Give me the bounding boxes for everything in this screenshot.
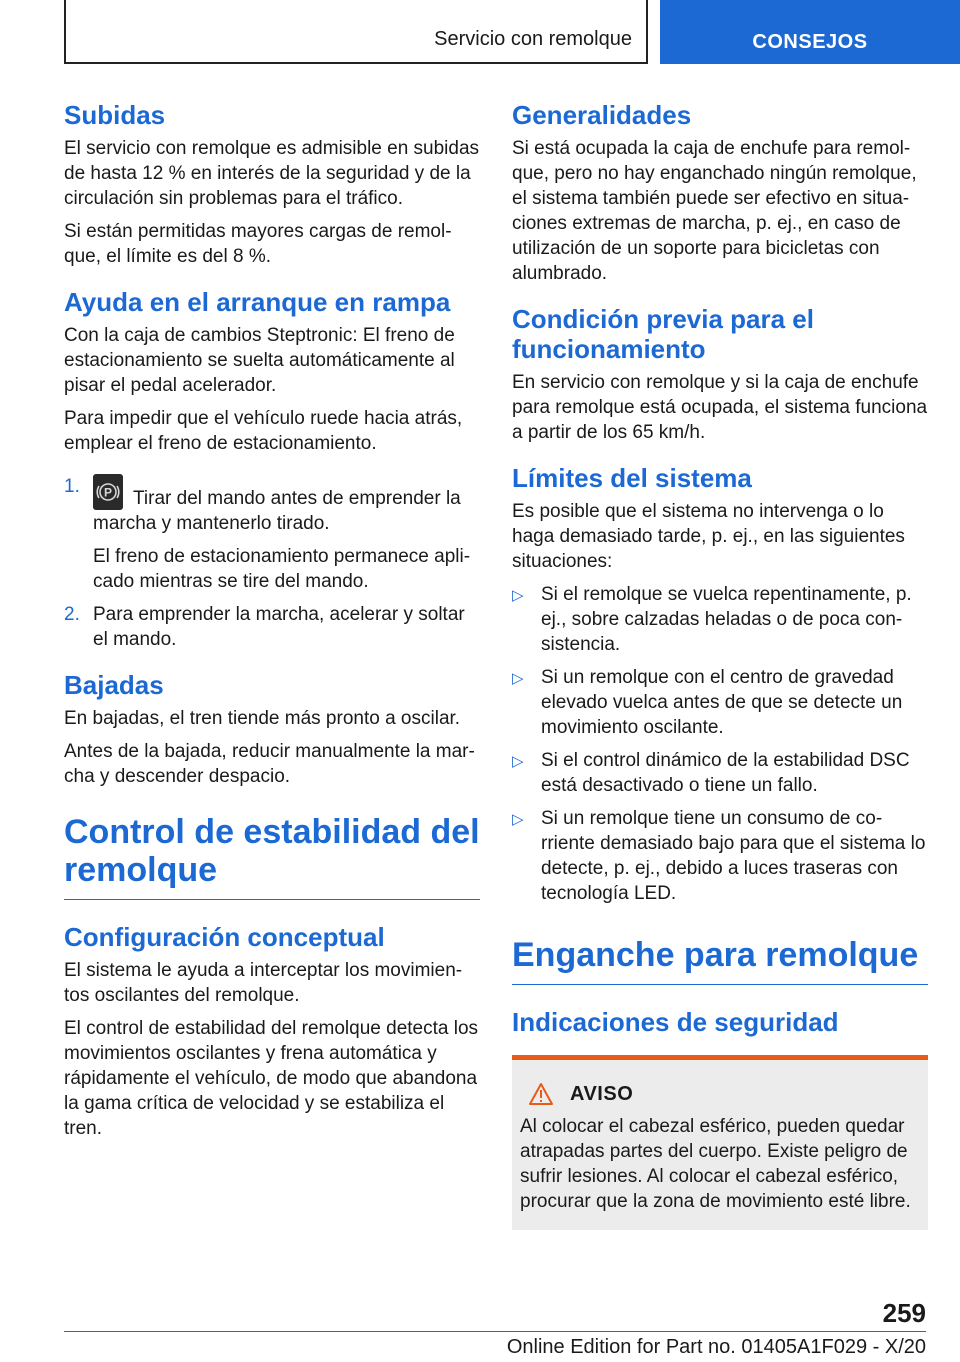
- paragraph: En bajadas, el tren tiende más pronto a oscilar.: [64, 708, 461, 729]
- section-configuracion: [64, 922, 480, 1141]
- step-number: 2.: [64, 604, 80, 625]
- steps-list: [64, 474, 480, 652]
- header-tab-consejos[interactable]: CONSEJOS: [660, 0, 960, 64]
- page-number: 259: [882, 1298, 926, 1328]
- heading-bajadas: Bajadas: [64, 670, 164, 700]
- heading-condicion: Condición previa para el funcionamiento: [512, 304, 814, 364]
- heading-indicaciones: Indicaciones de seguridad: [512, 1007, 839, 1037]
- paragraph: Si está ocupada la caja de enchufe para remolque, pero no hay enganchado ningún remolque, el sistema también puede ser efectivo en situaciones extremas de marcha, p. ej., en caso de utilización de un soporte para bicicletas con alumbrado.: [512, 138, 917, 284]
- warning-header: [520, 1082, 920, 1106]
- parking-brake-icon: [93, 474, 123, 510]
- header-box: [64, 0, 648, 64]
- section-generalidades: [512, 100, 928, 286]
- chapter-enganche: [512, 936, 928, 985]
- right-column: [512, 100, 928, 1230]
- paragraph: Si están permitidas mayores cargas de remolque, el límite es del 8 %.: [64, 221, 452, 267]
- svg-text:P: P: [103, 485, 113, 500]
- heading-configuracion: Configuración conceptual: [64, 922, 385, 952]
- section-arranque: [64, 287, 480, 652]
- section-bajadas: [64, 670, 480, 789]
- warning-text: Al colocar el cabezal esférico, pueden quedar atrapadas partes del cuerpo. Existe peligro de sufrir lesiones. Al colocar el cabezal esférico, procurar que la zona de movimiento esté libre.: [520, 1116, 911, 1212]
- header-section-title: Servicio con remolque: [434, 28, 632, 50]
- heading-limites: Límites del sistema: [512, 463, 752, 493]
- footer-edition: Online Edition for Part no. 01405A1F029 - X/20: [506, 1336, 926, 1358]
- step-subtext: El freno de estacionamiento permanece aplicado mientras se tire del mando.: [93, 546, 471, 592]
- list-item: ▷ Si un remolque tiene un consumo de corriente demasiado bajo para que el sistema lo detecte, p. ej., debido a luces traseras con tecnología LED.: [512, 808, 926, 904]
- list-item: ▷ Si un remolque con el centro de gravedad elevado vuelca antes de que se detecte un movimiento oscilante.: [512, 667, 903, 738]
- paragraph: Antes de la bajada, reducir manualmente la marcha y descender despacio.: [64, 741, 475, 787]
- paragraph: El sistema le ayuda a interceptar los movimientos oscilantes del remolque.: [64, 960, 463, 1006]
- section-limites: [512, 463, 928, 906]
- triangle-bullet-icon: ▷: [512, 811, 524, 828]
- list-item: [64, 602, 480, 652]
- heading-enganche: Enganche para remolque: [512, 936, 928, 985]
- paragraph: Con la caja de cambios Steptronic: El freno de estacionamiento se suelta automáticamente al pisar el pedal acelerador.: [64, 325, 455, 396]
- heading-generalidades: Generalidades: [512, 100, 692, 130]
- section-condicion: [512, 304, 928, 445]
- paragraph: Es posible que el sistema no intervenga o lo haga demasiado tarde, p. ej., en las siguientes situaciones:: [512, 501, 905, 572]
- list-item: ▷ Si el control dinámico de la estabilidad DSC está desactivado o tiene un fallo.: [512, 750, 910, 796]
- triangle-bullet-icon: ▷: [512, 670, 524, 687]
- heading-subidas: Subidas: [64, 100, 166, 130]
- heading-control-estabilidad: Control de estabilidad del remolque: [64, 813, 480, 900]
- step-text: Para emprender la marcha, acelerar y soltar el mando.: [93, 604, 465, 650]
- chapter-control: [64, 813, 480, 900]
- list-item: [64, 474, 480, 594]
- heading-arranque: Ayuda en el arranque en rampa: [64, 287, 451, 317]
- triangle-bullet-icon: ▷: [512, 587, 524, 604]
- paragraph: El control de estabilidad del remolque detecta los movimientos oscilantes y frena automática y rápidamente el vehículo, de modo que abandona la gama crítica de velocidad y se estabiliza el tren.: [64, 1018, 479, 1139]
- list-item: ▷ Si el remolque se vuelca repentinamente, p. ej., sobre calzadas heladas o de poca consistencia.: [512, 584, 912, 655]
- section-subidas: [64, 100, 480, 269]
- warning-box: [512, 1055, 928, 1230]
- step-number: 1.: [64, 476, 80, 497]
- warning-label: AVISO: [570, 1082, 634, 1105]
- left-column: [64, 100, 480, 1159]
- warning-triangle-icon: [528, 1082, 554, 1106]
- paragraph: En servicio con remolque y si la caja de enchufe para remolque está ocupada, el sistema funciona a partir de los 65 km/h.: [512, 372, 928, 443]
- triangle-bullet-icon: ▷: [512, 753, 524, 770]
- paragraph: Para impedir que el vehículo ruede hacia atrás, emplear el freno de estacionamiento.: [64, 408, 463, 454]
- paragraph: El servicio con remolque es admisible en subidas de hasta 12 % en interés de la seguridad y de la circulación sin problemas para el tráfico.: [64, 138, 480, 209]
- step-text: Tirar del mando antes de emprender la marcha y mantenerlo tirado.: [93, 488, 461, 534]
- limits-list: [512, 582, 928, 906]
- footer-divider: [64, 1331, 926, 1332]
